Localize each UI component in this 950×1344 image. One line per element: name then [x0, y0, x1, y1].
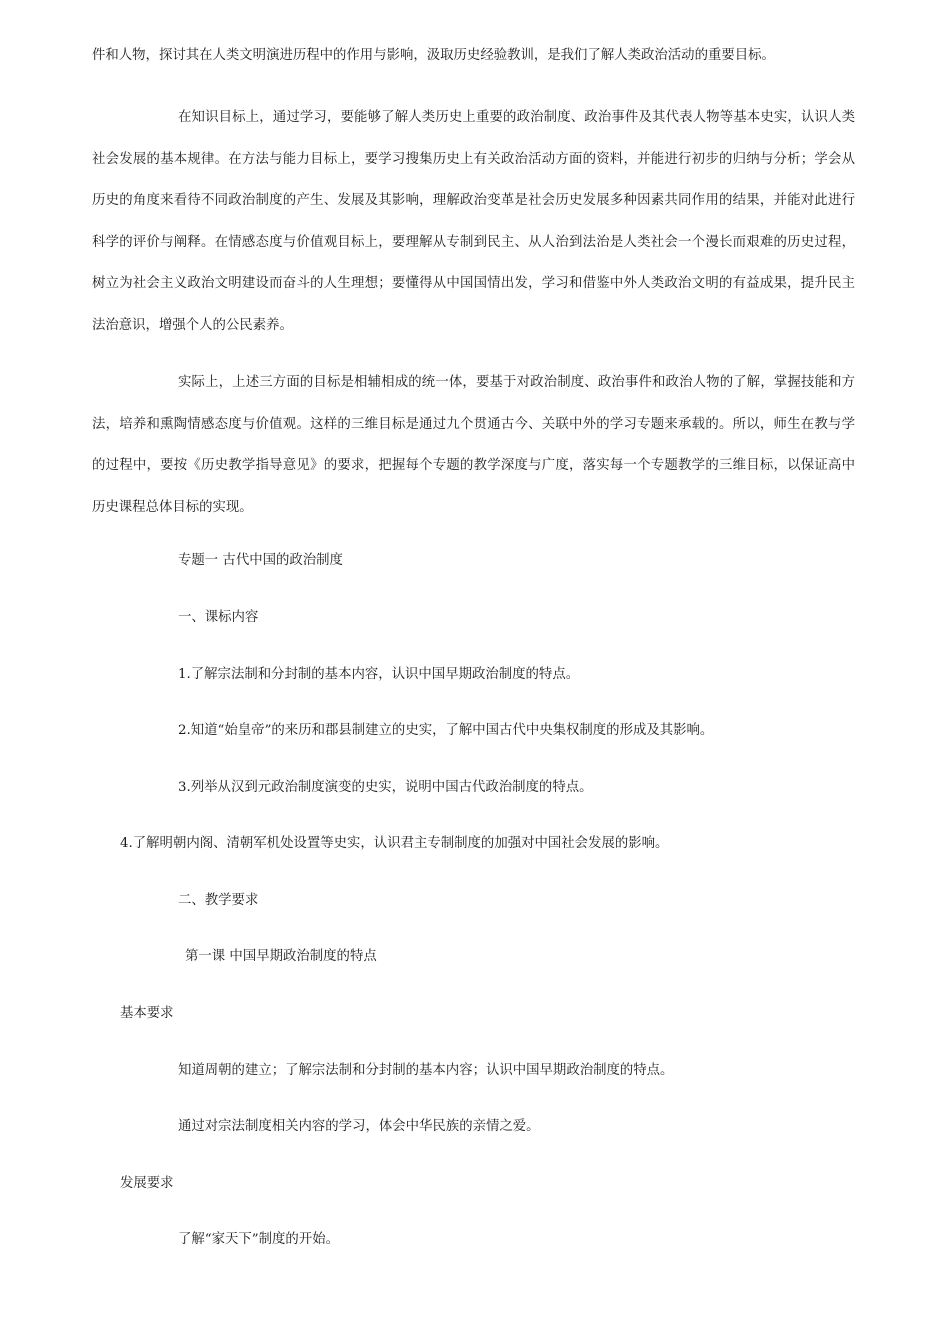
intro-paragraph-end: 件和人物，探讨其在人类文明演进历程中的作用与影响，汲取历史经验教训，是我们了解人类政治活动的重要目标。	[92, 48, 775, 63]
objectives-paragraph: 在知识目标上，通过学习，要能够了解人类历史上重要的政治制度、政治事件及其代表人物等基本史实，认识人类社会发展的基本规律。在方法与能力目标上，要学习搜集历史上有关政治活动方面的资料，并能进行初步的归纳与分析；学会从历史的角度来看待不同政治制度的产生、发展及其影响，理解政治变革是社会历史发展多种因素共同作用的结果，并能对此进行科学的评价与阐释。在情感态度与价值观目标上，要理解从专制到民主、从人治到法治是人类社会一个漫长而艰难的历史过程，树立为社会主义政治文明建设而奋斗的人生理想；要懂得从中国国情出发，学习和借鉴中外人类政治文明的有益成果，提升民主法治意识，增强个人的公民素养。	[92, 110, 855, 333]
curriculum-item-2: 2.知道“始皇帝”的来历和郡县制建立的史实，了解中国古代中央集权制度的形成及其影响。	[178, 723, 714, 738]
basic-requirements-heading: 基本要求	[120, 1006, 174, 1021]
three-dimension-paragraph: 实际上，上述三方面的目标是相辅相成的统一体，要基于对政治制度、政治事件和政治人物的了解，掌握技能和方法，培养和熏陶情感态度与价值观。这样的三维目标是通过九个贯通古今、关联中外的学习专题来承载的。所以，师生在教与学的过程中，要按《历史教学指导意见》的要求，把握每个专题的教学深度与广度，落实每一个专题教学的三维目标，以保证高中历史课程总体目标的实现。	[92, 375, 855, 515]
development-requirements-heading: 发展要求	[120, 1176, 174, 1191]
basic-requirement-1: 知道周朝的建立；了解宗法制和分封制的基本内容；认识中国早期政治制度的特点。	[178, 1063, 674, 1078]
curriculum-item-4: 4.了解明朝内阁、清朝军机处设置等史实，认识君主专制制度的加强对中国社会发展的影响。	[120, 836, 669, 851]
development-requirement-1: 了解“家天下”制度的开始。	[178, 1232, 339, 1247]
section-heading-curriculum: 一、课标内容	[178, 610, 259, 625]
basic-requirement-2: 通过对宗法制度相关内容的学习，体会中华民族的亲情之爱。	[178, 1119, 540, 1134]
section-heading-teaching: 二、教学要求	[178, 893, 259, 908]
topic-heading: 专题一 古代中国的政治制度	[178, 553, 343, 568]
curriculum-item-1: 1.了解宗法制和分封制的基本内容，认识中国早期政治制度的特点。	[178, 667, 580, 682]
curriculum-item-3: 3.列举从汉到元政治制度演变的史实，说明中国古代政治制度的特点。	[178, 780, 593, 795]
lesson-heading: 第一课 中国早期政治制度的特点	[185, 949, 377, 964]
